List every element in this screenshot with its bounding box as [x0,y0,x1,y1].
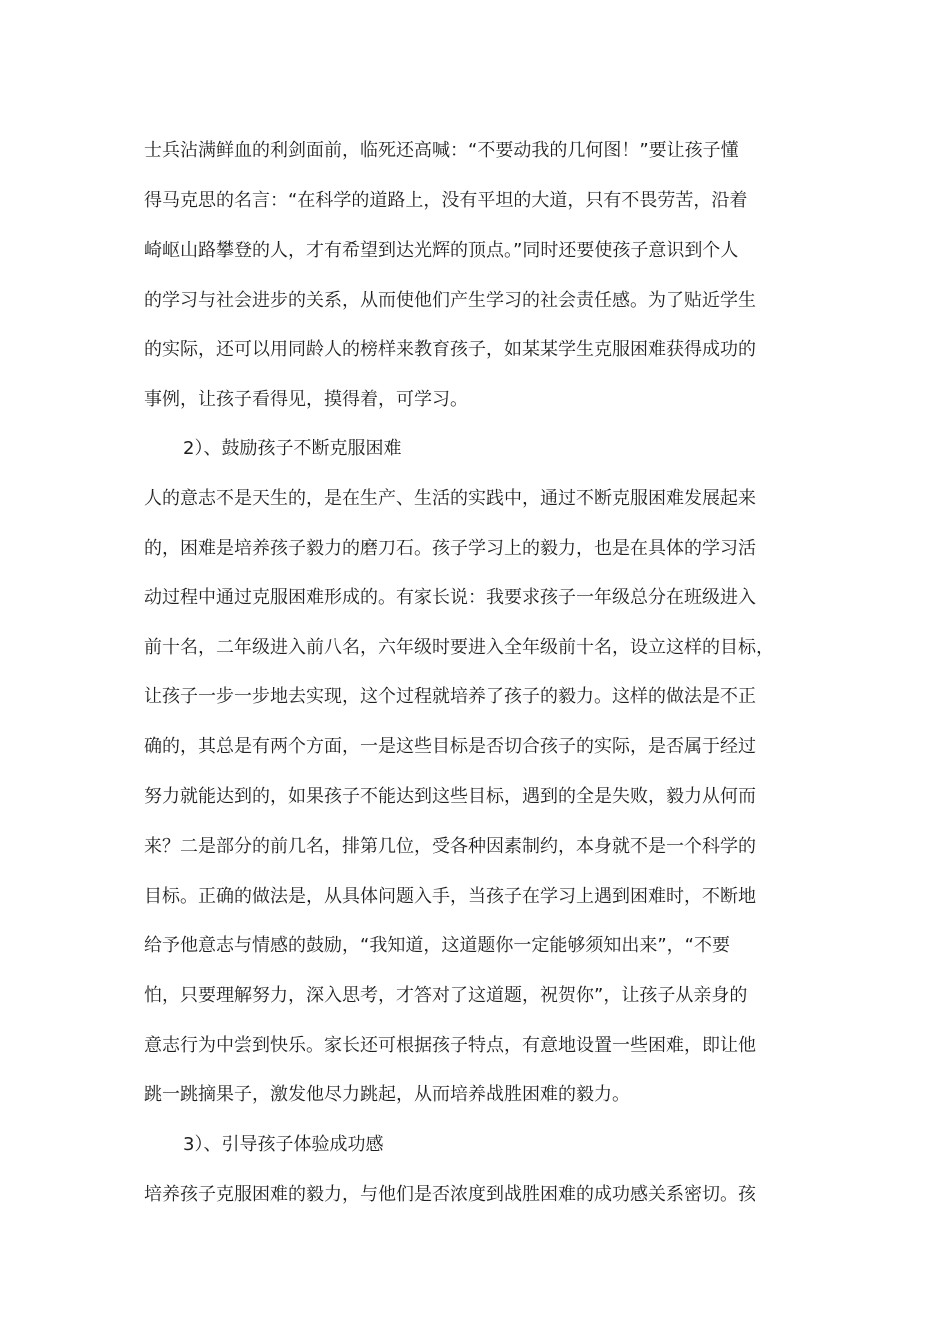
body-text-line: 培养孩子克服困难的毅力，与他们是否浓度到战胜困难的成功感关系密切。孩 [144,1184,756,1205]
body-text-line: 来？二是部分的前几名，排第几位，受各种因素制约，本身就不是一个科学的 [144,836,756,857]
body-text-line: 给予他意志与情感的鼓励，“我知道，这道题你一定能够须知出来”，“不要 [144,935,730,956]
body-text-line: 的学习与社会进步的关系，从而使他们产生学习的社会责任感。为了贴近学生 [144,290,756,311]
body-text-line: 前十名，二年级进入前八名，六年级时要进入全年级前十名，设立这样的目标， [144,637,774,658]
body-text-line: 让孩子一步一步地去实现，这个过程就培养了孩子的毅力。这样的做法是不正 [144,686,756,707]
body-text-line: 怕，只要理解努力，深入思考，才答对了这道题，祝贺你”，让孩子从亲身的 [144,985,748,1006]
body-text-line: 的实际，还可以用同龄人的榜样来教育孩子，如某某学生克服困难获得成功的 [144,339,756,360]
body-text-line: 意志行为中尝到快乐。家长还可根据孩子特点，有意地设置一些困难，即让他 [144,1035,756,1056]
body-text-line: 事例，让孩子看得见，摸得着，可学习。 [144,389,468,410]
body-text-line: 人的意志不是天生的，是在生产、生活的实践中，通过不断克服困难发展起来 [144,488,756,509]
section-heading-2: 2）、鼓励孩子不断克服困难 [183,438,402,459]
body-text-line: 动过程中通过克服困难形成的。有家长说：我要求孩子一年级总分在班级进入 [144,587,756,608]
body-text-line: 得马克思的名言：“在科学的道路上，没有平坦的大道，只有不畏劳苦，沿着 [144,190,748,211]
body-text-line: 跳一跳摘果子，激发他尽力跳起，从而培养战胜困难的毅力。 [144,1084,630,1105]
section-heading-3: 3）、引导孩子体验成功感 [183,1134,384,1155]
body-text-line: 士兵沾满鲜血的利剑面前，临死还高喊：“不要动我的几何图！”要让孩子懂 [144,140,739,161]
body-text-line: 目标。正确的做法是，从具体问题入手，当孩子在学习上遇到困难时，不断地 [144,886,756,907]
body-text-line: 崎岖山路攀登的人，才有希望到达光辉的顶点。”同时还要使孩子意识到个人 [144,240,739,261]
body-text-line: 的，困难是培养孩子毅力的磨刀石。孩子学习上的毅力，也是在具体的学习活 [144,538,756,559]
body-text-line: 努力就能达到的，如果孩子不能达到这些目标，遇到的全是失败，毅力从何而 [144,786,756,807]
body-text-line: 确的，其总是有两个方面，一是这些目标是否切合孩子的实际，是否属于经过 [144,736,756,757]
